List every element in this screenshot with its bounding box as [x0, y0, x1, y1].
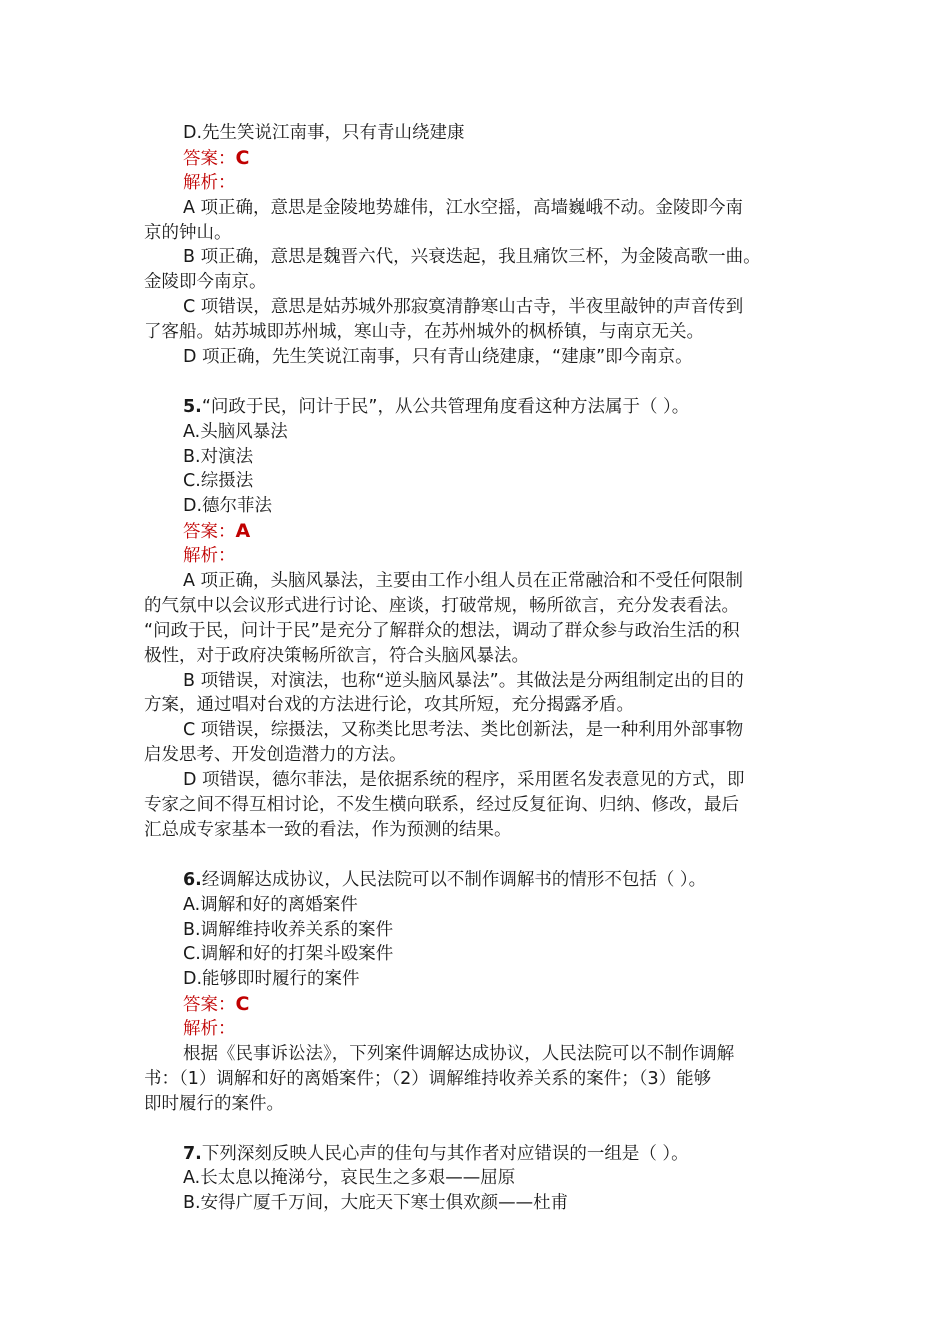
q6-stem	[0, 868, 950, 893]
q6-analysis-line: 即时履行的案件。	[144, 1093, 284, 1114]
q5-stem	[0, 395, 950, 420]
q4-analysis-line: 了客船。姑苏城即苏州城，寒山寺，在苏州城外的枫桥镇，与南京无关。	[144, 322, 704, 343]
q4-analysis-line: C 项错误，意思是姑苏城外那寂寞清静寒山古寺，半夜里敲钟的声音传到	[183, 297, 744, 318]
q5-analysis-line: “问政于民，问计于民”是充分了解群众的想法，调动了群众参与政治生活的积	[144, 620, 740, 641]
q5-option: B.对演法	[183, 446, 254, 467]
question-text: “问政于民，问计于民”，从公共管理角度看这种方法属于（ ）。	[201, 396, 690, 417]
answer-letter: C	[235, 993, 250, 1016]
spacer	[0, 370, 950, 395]
question-number: 5.	[183, 396, 202, 417]
answer-letter: C	[235, 146, 250, 169]
q5-analysis-line: C 项错误，综摄法，又称类比思考法、类比创新法，是一种利用外部事物	[183, 720, 744, 741]
q4-answer	[0, 146, 950, 171]
q5-option: C.综摄法	[183, 471, 254, 492]
q5-analysis-line: 极性，对于政府决策畅所欲言，符合头脑风暴法。	[144, 645, 529, 666]
answer-label: 答案：	[183, 995, 236, 1016]
q5-analysis-line: 的气氛中以会议形式进行讨论、座谈，打破常规，畅所欲言，充分发表看法。	[144, 595, 739, 616]
q6-answer	[0, 992, 950, 1017]
q5-analysis-line: 汇总成专家基本一致的看法，作为预测的结果。	[144, 819, 512, 840]
q7-option: B.安得广厦千万间，大庇天下寒士俱欢颜——杜甫	[183, 1193, 569, 1214]
q4-option-d: D.先生笑说江南事，只有青山绕建康	[183, 123, 465, 143]
q4-analysis-label: 解析：	[183, 172, 236, 193]
q5-option: A.头脑风暴法	[183, 421, 288, 442]
answer-label: 答案：	[183, 148, 236, 169]
q4-analysis-line: 京的钟山。	[144, 222, 232, 243]
document-page	[0, 121, 950, 1216]
answer-letter: A	[235, 520, 251, 543]
q6-analysis-line: 书：（1）调解和好的离婚案件；（2）调解维持收养关系的案件；（3）能够	[144, 1068, 712, 1089]
q7-stem	[0, 1142, 950, 1167]
q5-answer	[0, 519, 950, 544]
q5-analysis-label: 解析：	[183, 546, 236, 567]
q6-option: C.调解和好的打架斗殴案件	[183, 944, 394, 965]
q7-option: A.长太息以掩涕兮，哀民生之多艰——屈原	[183, 1168, 516, 1189]
question-text: 经调解达成协议，人民法院可以不制作调解书的情形不包括（ ）。	[201, 869, 707, 890]
answer-label: 答案：	[183, 522, 236, 543]
spacer	[0, 843, 950, 868]
q6-analysis-line: 根据《民事诉讼法》，下列案件调解达成协议，人民法院可以不制作调解	[183, 1043, 735, 1064]
q5-analysis-line: D 项错误，德尔菲法，是依据系统的程序，采用匿名发表意见的方式，即	[183, 770, 745, 791]
q4-analysis-line: A 项正确，意思是金陵地势雄伟，江水空摇，高墙巍峨不动。金陵即今南	[183, 197, 744, 218]
question-number: 7.	[183, 1143, 202, 1164]
q5-analysis-line: 启发思考、开发创造潜力的方法。	[144, 745, 407, 766]
spacer	[0, 1117, 950, 1142]
q6-analysis-label: 解析：	[183, 1019, 236, 1040]
question-number: 6.	[183, 869, 202, 890]
q4-analysis-line: B 项正确，意思是魏晋六代，兴衰迭起，我且痛饮三杯，为金陵高歌一曲。	[183, 247, 761, 268]
q5-analysis-line: B 项错误，对演法，也称“逆头脑风暴法”。其做法是分两组制定出的目的	[183, 670, 744, 691]
q5-option: D.德尔菲法	[183, 496, 273, 517]
q5-analysis-line: 专家之间不得互相讨论，不发生横向联系，经过反复征询、归纳、修改，最后	[144, 795, 739, 816]
q4-analysis-line: 金陵即今南京。	[144, 272, 267, 293]
question-text: 下列深刻反映人民心声的佳句与其作者对应错误的一组是（ ）。	[201, 1143, 689, 1164]
q4-analysis-line: D 项正确，先生笑说江南事，只有青山绕建康，“建康”即今南京。	[183, 347, 693, 368]
q6-option: A.调解和好的离婚案件	[183, 894, 358, 915]
q5-analysis-line: A 项正确，头脑风暴法，主要由工作小组人员在正常融洽和不受任何限制	[183, 571, 744, 592]
q5-analysis-line: 方案，通过唱对台戏的方法进行论，攻其所短，充分揭露矛盾。	[144, 695, 634, 716]
q6-option: B.调解维持收养关系的案件	[183, 919, 394, 940]
q6-option: D.能够即时履行的案件	[183, 969, 360, 990]
